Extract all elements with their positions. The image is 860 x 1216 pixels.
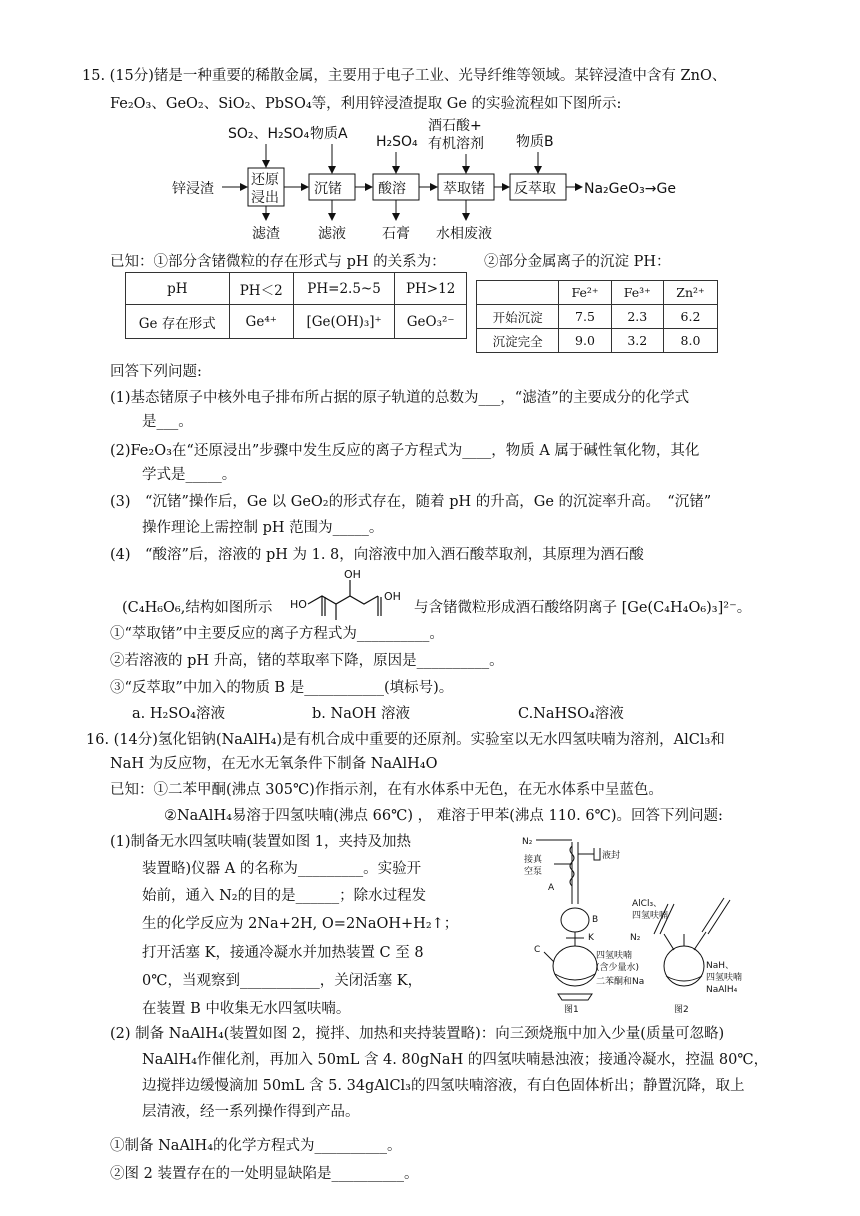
table-cell: PH＜2 — [229, 273, 293, 305]
flow-output-filtrate: 滤液 — [318, 226, 346, 242]
flow-input-tartaric: 酒石酸+ — [428, 118, 482, 134]
table-cell: pH — [126, 273, 230, 305]
option-b: b. NaOH 溶液 — [312, 706, 410, 722]
table-cell: Fe²⁺ — [559, 281, 611, 305]
answer-prompt: 回答下列问题: — [110, 364, 202, 380]
q15-p3b: 操作理论上需控制 pH 范围为_____。 — [142, 520, 384, 536]
table-cell: 开始沉淀 — [477, 305, 559, 329]
fig-label: B — [592, 915, 599, 925]
q16-line1: 16. (14分)氢化铝钠(NaAlH₄)是有机合成中重要的还原剂。实验室以无水四氢呋喃为溶剂，AlCl₃和 — [86, 732, 725, 748]
q16-s1: ①制备 NaAlH₄的化学方程式为__________。 — [110, 1138, 402, 1154]
flow-input-so2-h2so4: SO₂、H₂SO₄ — [228, 126, 310, 142]
flow-output-residue: 滤渣 — [252, 226, 280, 242]
fig-label: N₂ — [630, 933, 641, 943]
table-cell: Ge 存在形式 — [126, 305, 230, 339]
flow-box-acid: 酸溶 — [378, 181, 406, 197]
q16-known-1: 已知：①二苯甲酮(沸点 305℃)作指示剂，在有水体系中无色，在无水体系中呈蓝色。 — [110, 782, 663, 798]
ho-label: HO — [290, 598, 307, 611]
q15-p1b: 是___。 — [142, 414, 193, 430]
oh-label: OH — [384, 590, 401, 603]
table-cell: 7.5 — [559, 305, 611, 329]
q16-p2-line: NaAlH₄作催化剂，再加入 50mL 含 4. 80gNaH 的四氢呋喃悬浊液；接通冷凝水，控温 80℃， — [142, 1052, 769, 1068]
flow-input-a: 物质A — [310, 126, 348, 142]
table-cell: 3.2 — [611, 329, 663, 353]
q16-p2-line: (2) 制备 NaAlH₄(装置如图 2，搅拌、加热和夹持装置略)：向三颈烧瓶中加入少量(质量可忽略) — [110, 1026, 725, 1042]
fig-label: 图2 — [674, 1005, 689, 1015]
q16-p1-line: (1)制备无水四氢呋喃(装置如图 1，夹持及加热 — [110, 834, 412, 850]
q15-p4b-right: 与含锗微粒形成酒石酸络阴离子 [Ge(C₄H₄O₆)₃]²⁻。 — [414, 600, 752, 616]
oh-label: OH — [344, 568, 361, 581]
ge-species-table — [125, 272, 467, 339]
apparatus-figure — [514, 834, 746, 1018]
q15-line2: Fe₂O₃、GeO₂、SiO₂、PbSO₄等，利用锌浸渣提取 Ge 的实验流程如下图所示: — [110, 96, 622, 112]
table-cell — [477, 281, 559, 305]
q16-p1-line: 打开活塞 K，接通冷凝水并加热装置 C 至 8 — [142, 945, 424, 961]
q16-p1-line: 始前，通入 N₂的目的是______；除水过程发 — [142, 888, 427, 904]
option-a: a. H₂SO₄溶液 — [132, 706, 225, 722]
fig-label: 四氢呋喃 — [632, 911, 669, 921]
q15-p2a: (2)Fe₂O₃在“还原浸出”步骤中发生反应的离子方程式为____，物质 A 属于碱性氧化物，其化 — [110, 443, 700, 459]
table-cell: PH=2.5~5 — [293, 273, 394, 305]
q15-p2b: 学式是_____。 — [142, 467, 237, 483]
table-cell: 沉淀完全 — [477, 329, 559, 353]
process-flow-diagram — [160, 116, 720, 246]
fig-label: 四氢呋喃 — [706, 973, 743, 983]
q16-p1-line: 生的化学反应为 2Na+2H, O=2NaOH+H₂↑； — [142, 916, 459, 932]
q16-s2: ②图 2 装置存在的一处明显缺陷是__________。 — [110, 1166, 419, 1182]
fig-label: 二苯酮和Na — [596, 977, 645, 987]
q15-line1: 15. (15分)锗是一种重要的稀散金属，主要用于电子工业、光导纤维等领域。某锌浸渣中含有 ZnO、 — [82, 68, 727, 84]
q15-s3: ③“反萃取”中加入的物质 B 是___________(填标号)。 — [110, 680, 454, 696]
q16-p1-line: 在装置 B 中收集无水四氢呋喃。 — [142, 1001, 351, 1017]
table-cell: Zn²⁺ — [663, 281, 717, 305]
flow-input-organic: 有机溶剂 — [428, 136, 484, 152]
q15-p1a: (1)基态锗原子中核外电子排布所占据的原子轨道的总数为___，“滤渣”的主要成分的化学式 — [110, 390, 690, 406]
fig-label: C — [534, 945, 541, 955]
table-cell: 8.0 — [663, 329, 717, 353]
table-cell: [Ge(OH)₃]⁺ — [293, 305, 394, 339]
known-1-label: 已知：①部分含锗微粒的存在形式与 pH 的关系为： — [110, 254, 446, 270]
q16-known-2: ②NaAlH₄易溶于四氢呋喃(沸点 66℃) ， 难溶于甲苯(沸点 110. 6℃)。回答下列问题: — [164, 808, 723, 824]
flow-output-gypsum: 石膏 — [382, 226, 410, 242]
fig-label: A — [548, 883, 555, 893]
fig-label: 空泵 — [524, 867, 543, 877]
q15-s2: ②若溶液的 pH 升高，锗的萃取率下降，原因是__________。 — [110, 653, 504, 669]
fig-label: K — [588, 933, 594, 943]
flow-start: 锌浸渣 — [172, 181, 214, 197]
option-c: C.NaHSO₄溶液 — [518, 706, 624, 722]
flow-box-precip: 沉锗 — [314, 181, 342, 197]
flow-box-extract: 萃取锗 — [443, 181, 485, 197]
fig-label: 接真 — [524, 855, 543, 865]
q15-p4a: (4) “酸溶”后，溶液的 pH 为 1. 8，向溶液中加入酒石酸萃取剂，其原理为酒石酸 — [110, 547, 644, 563]
flow-box-reduce-1: 还原 — [251, 172, 279, 188]
q16-p2-line: 边搅拌边缓慢滴加 50mL 含 5. 34gAlCl₃的四氢呋喃溶液，有白色固体析出；静置沉降，取上 — [142, 1078, 745, 1094]
table-cell: 9.0 — [559, 329, 611, 353]
flow-input-b: 物质B — [516, 134, 554, 150]
table-cell: Ge⁴⁺ — [229, 305, 293, 339]
q16-p1-line: 装置略)仪器 A 的名称为_________。实验开 — [142, 861, 422, 877]
q16-line2: NaH 为反应物，在无水无氧条件下制备 NaAlH₄O — [110, 756, 438, 772]
fig-label: (含少量水) — [596, 963, 640, 973]
fig-label: 图1 — [564, 1005, 579, 1015]
fig-label: AlCl₃、 — [632, 899, 663, 909]
known-2-label: ②部分金属离子的沉淀 PH： — [484, 254, 671, 270]
fig-label: NaAlH₄ — [706, 985, 738, 995]
fig-label: NaH、 — [706, 961, 735, 971]
table-cell: 6.2 — [663, 305, 717, 329]
fig-label: 液封 — [602, 851, 621, 861]
fig-label: 四氢呋喃 — [596, 951, 633, 961]
q15-s1: ①“萃取锗”中主要反应的离子方程式为__________。 — [110, 626, 444, 642]
flow-end: Na₂GeO₃→Ge — [584, 181, 676, 197]
q15-p3a: (3) “沉锗”操作后，Ge 以 GeO₂的形式存在，随着 pH 的升高，Ge 的沉淀率升高。 “沉锗” — [110, 494, 712, 510]
fig-label: N₂ — [522, 837, 533, 847]
table-cell: GeO₃²⁻ — [395, 305, 467, 339]
q16-p2-line: 层清液，经一系列操作得到产品。 — [142, 1104, 360, 1120]
q15-p4b-left: (C₄H₆O₆,结构如图所示 — [122, 600, 273, 616]
flow-box-back-extract: 反萃取 — [514, 181, 556, 197]
table-cell: Fe³⁺ — [611, 281, 663, 305]
flow-output-waste: 水相废液 — [436, 226, 492, 242]
q16-p1-line: 0℃，当观察到___________，关闭活塞 K， — [142, 973, 423, 989]
table-cell: 2.3 — [611, 305, 663, 329]
precipitation-ph-table — [476, 280, 718, 353]
flow-input-h2so4: H₂SO₄ — [376, 134, 418, 150]
flow-box-reduce-2: 浸出 — [251, 190, 279, 206]
table-cell: PH>12 — [395, 273, 467, 305]
tartaric-acid-structure — [288, 566, 412, 632]
